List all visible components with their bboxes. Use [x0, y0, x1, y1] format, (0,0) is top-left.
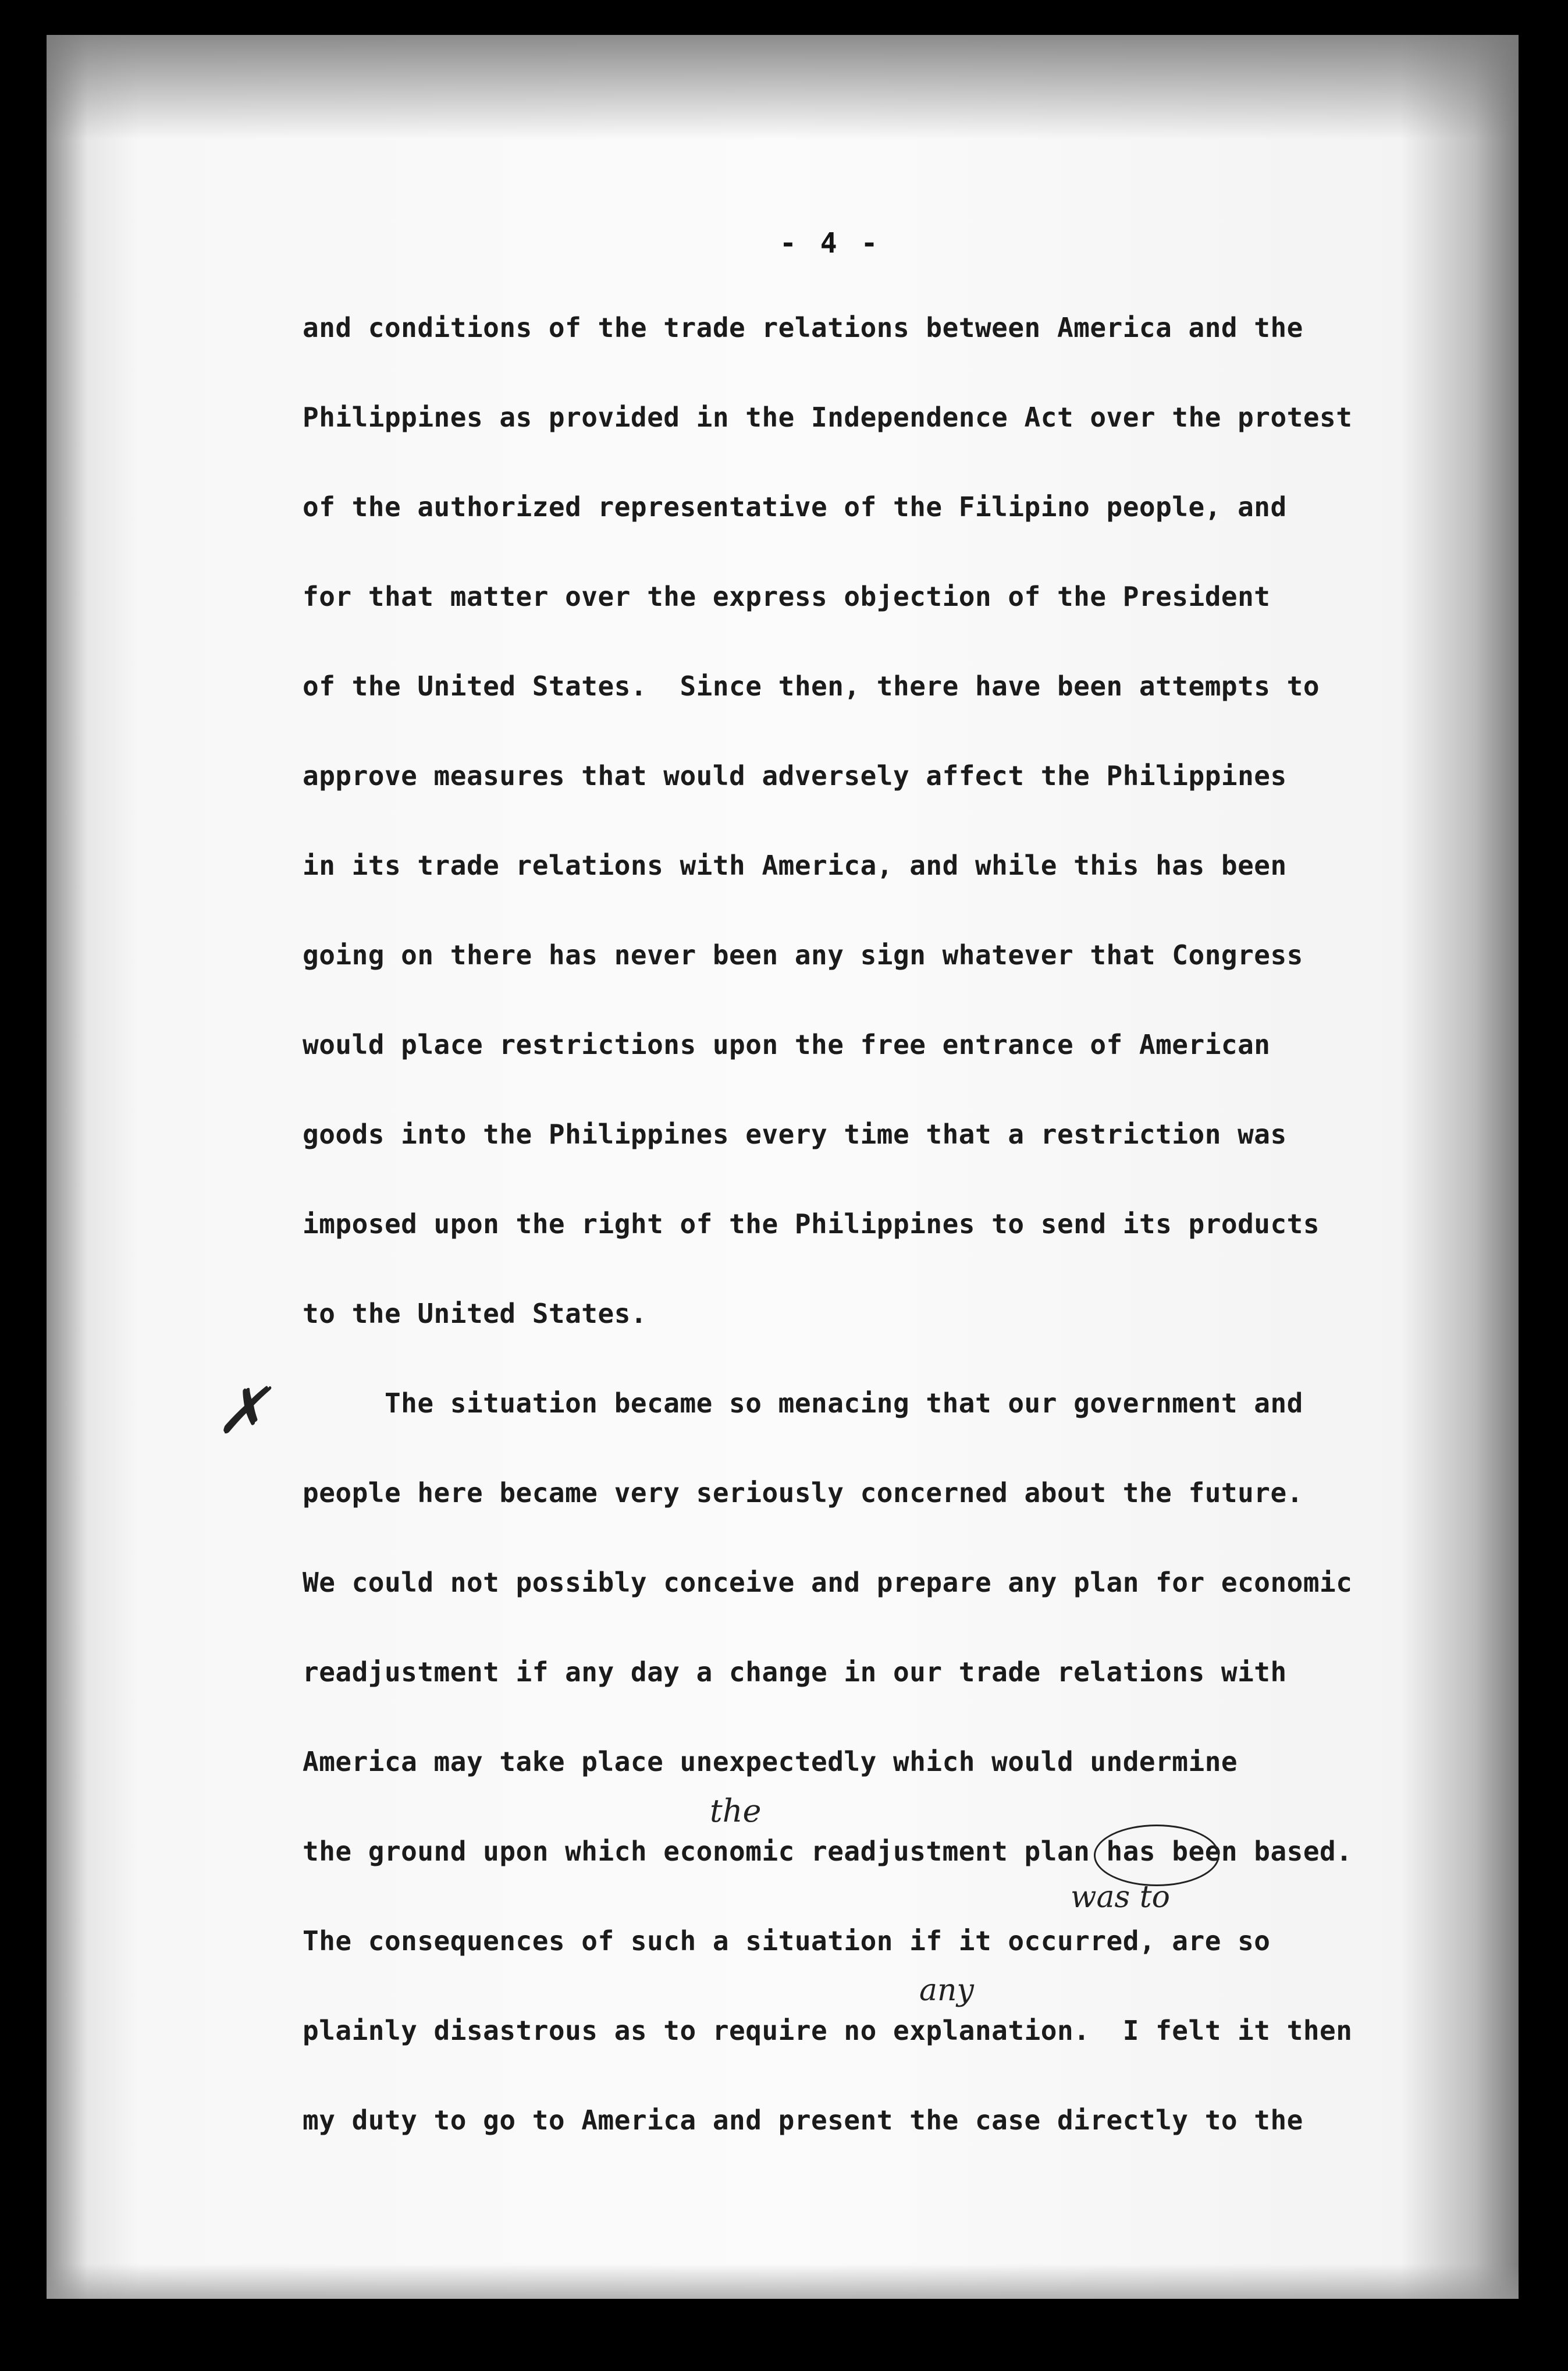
text-line: of the authorized representative of the Filipino people, and: [303, 491, 1287, 523]
text-line: readjustment if any day a change in our trade relations with: [303, 1656, 1287, 1688]
circled-word-plan: [1094, 1825, 1219, 1886]
text-line: goods into the Philippines every time that a restriction was: [303, 1119, 1287, 1150]
text-line: imposed upon the right of the Philippines to send its products: [303, 1208, 1320, 1240]
handwritten-insert-the: the: [710, 1793, 762, 1829]
text-line: We could not possibly conceive and prepare any plan for economic: [303, 1567, 1353, 1598]
text-line: going on there has never been any sign whatever that Congress: [303, 939, 1303, 971]
page-number: - 4 -: [780, 227, 881, 260]
text-line: and conditions of the trade relations between America and the: [303, 312, 1303, 343]
text-line: approve measures that would adversely affect the Philippines: [303, 760, 1287, 791]
text-line: The situation became so menacing that our government and: [303, 1387, 1303, 1419]
handwritten-insert-any: any: [919, 1973, 974, 2008]
text-line: Philippines as provided in the Independence Act over the protest: [303, 402, 1353, 433]
text-line: The consequences of such a situation if it occurred, are so: [303, 1925, 1271, 1957]
text-line: for that matter over the express objection of the President: [303, 581, 1271, 612]
body-text: [303, 35, 1495, 2299]
margin-check-mark: ✗: [215, 1373, 269, 1448]
document-page: [47, 35, 1519, 2299]
text-line: plainly disastrous as to require no explanation. I felt it then: [303, 2015, 1353, 2046]
text-line: people here became very seriously concerned about the future.: [303, 1477, 1303, 1509]
text-line: the ground upon which economic readjustment plan has been based.: [303, 1836, 1353, 1867]
text-line: in its trade relations with America, and while this has been: [303, 850, 1287, 881]
handwritten-insert-was-to: was to: [1071, 1880, 1170, 1915]
text-line: would place restrictions upon the free entrance of American: [303, 1029, 1271, 1060]
text-line: to the United States.: [303, 1298, 648, 1329]
text-line: my duty to go to America and present the case directly to the: [303, 2104, 1303, 2136]
text-line: America may take place unexpectedly which would undermine: [303, 1746, 1238, 1777]
text-line: of the United States. Since then, there have been attempts to: [303, 670, 1320, 702]
